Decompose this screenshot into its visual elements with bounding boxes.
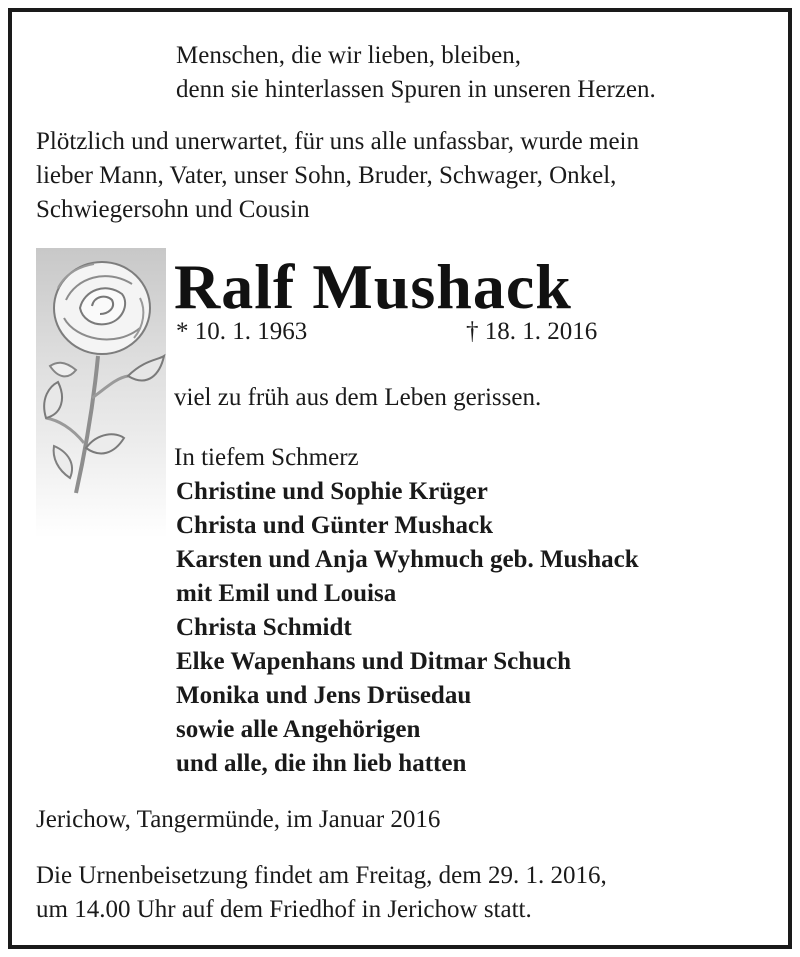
mourner-line: sowie alle Angehörigen [176,716,421,743]
mourner-line: Christa und Günter Mushack [176,512,493,539]
place-date-line: Jerichow, Tangermünde, im Januar 2016 [36,806,441,833]
mourner-line: mit Emil und Louisa [176,580,397,607]
funeral-line-2: um 14.00 Uhr auf dem Friedhof in Jerichow statt. [36,896,532,923]
mourner-line: Elke Wapenhans und Ditmar Schuch [176,648,572,675]
intro-line-3: Schwiegersohn und Cousin [36,196,310,223]
birth-date: * 10. 1. 1963 [176,318,308,345]
regret-line: viel zu früh aus dem Leben gerissen. [174,384,542,411]
mourner-line: und alle, die ihn lieb hatten [176,750,467,777]
intro-line-1: Plötzlich und unerwartet, für uns alle unfassbar, wurde mein [36,128,639,155]
obituary-notice [8,8,792,949]
intro-line-2: lieber Mann, Vater, unser Sohn, Bruder, Schwager, Onkel, [36,162,617,189]
mourner-line: Christine und Sophie Krüger [176,478,488,505]
deceased-name: Ralf Mushack [174,251,572,322]
mourner-line: Christa Schmidt [176,614,352,641]
rose-icon [36,248,166,538]
mourner-line: Karsten und Anja Wyhmuch geb. Mushack [176,546,639,573]
motto-line-2: denn sie hinterlassen Spuren in unseren Herzen. [176,76,656,103]
motto-line-1: Menschen, die wir lieben, bleiben, [176,42,522,69]
rose-decoration [36,248,166,538]
mourner-line: Monika und Jens Drüsedau [176,682,472,709]
funeral-line-1: Die Urnenbeisetzung findet am Freitag, dem 29. 1. 2016, [36,862,607,889]
death-date: † 18. 1. 2016 [466,318,598,345]
grief-line: In tiefem Schmerz [174,444,359,471]
